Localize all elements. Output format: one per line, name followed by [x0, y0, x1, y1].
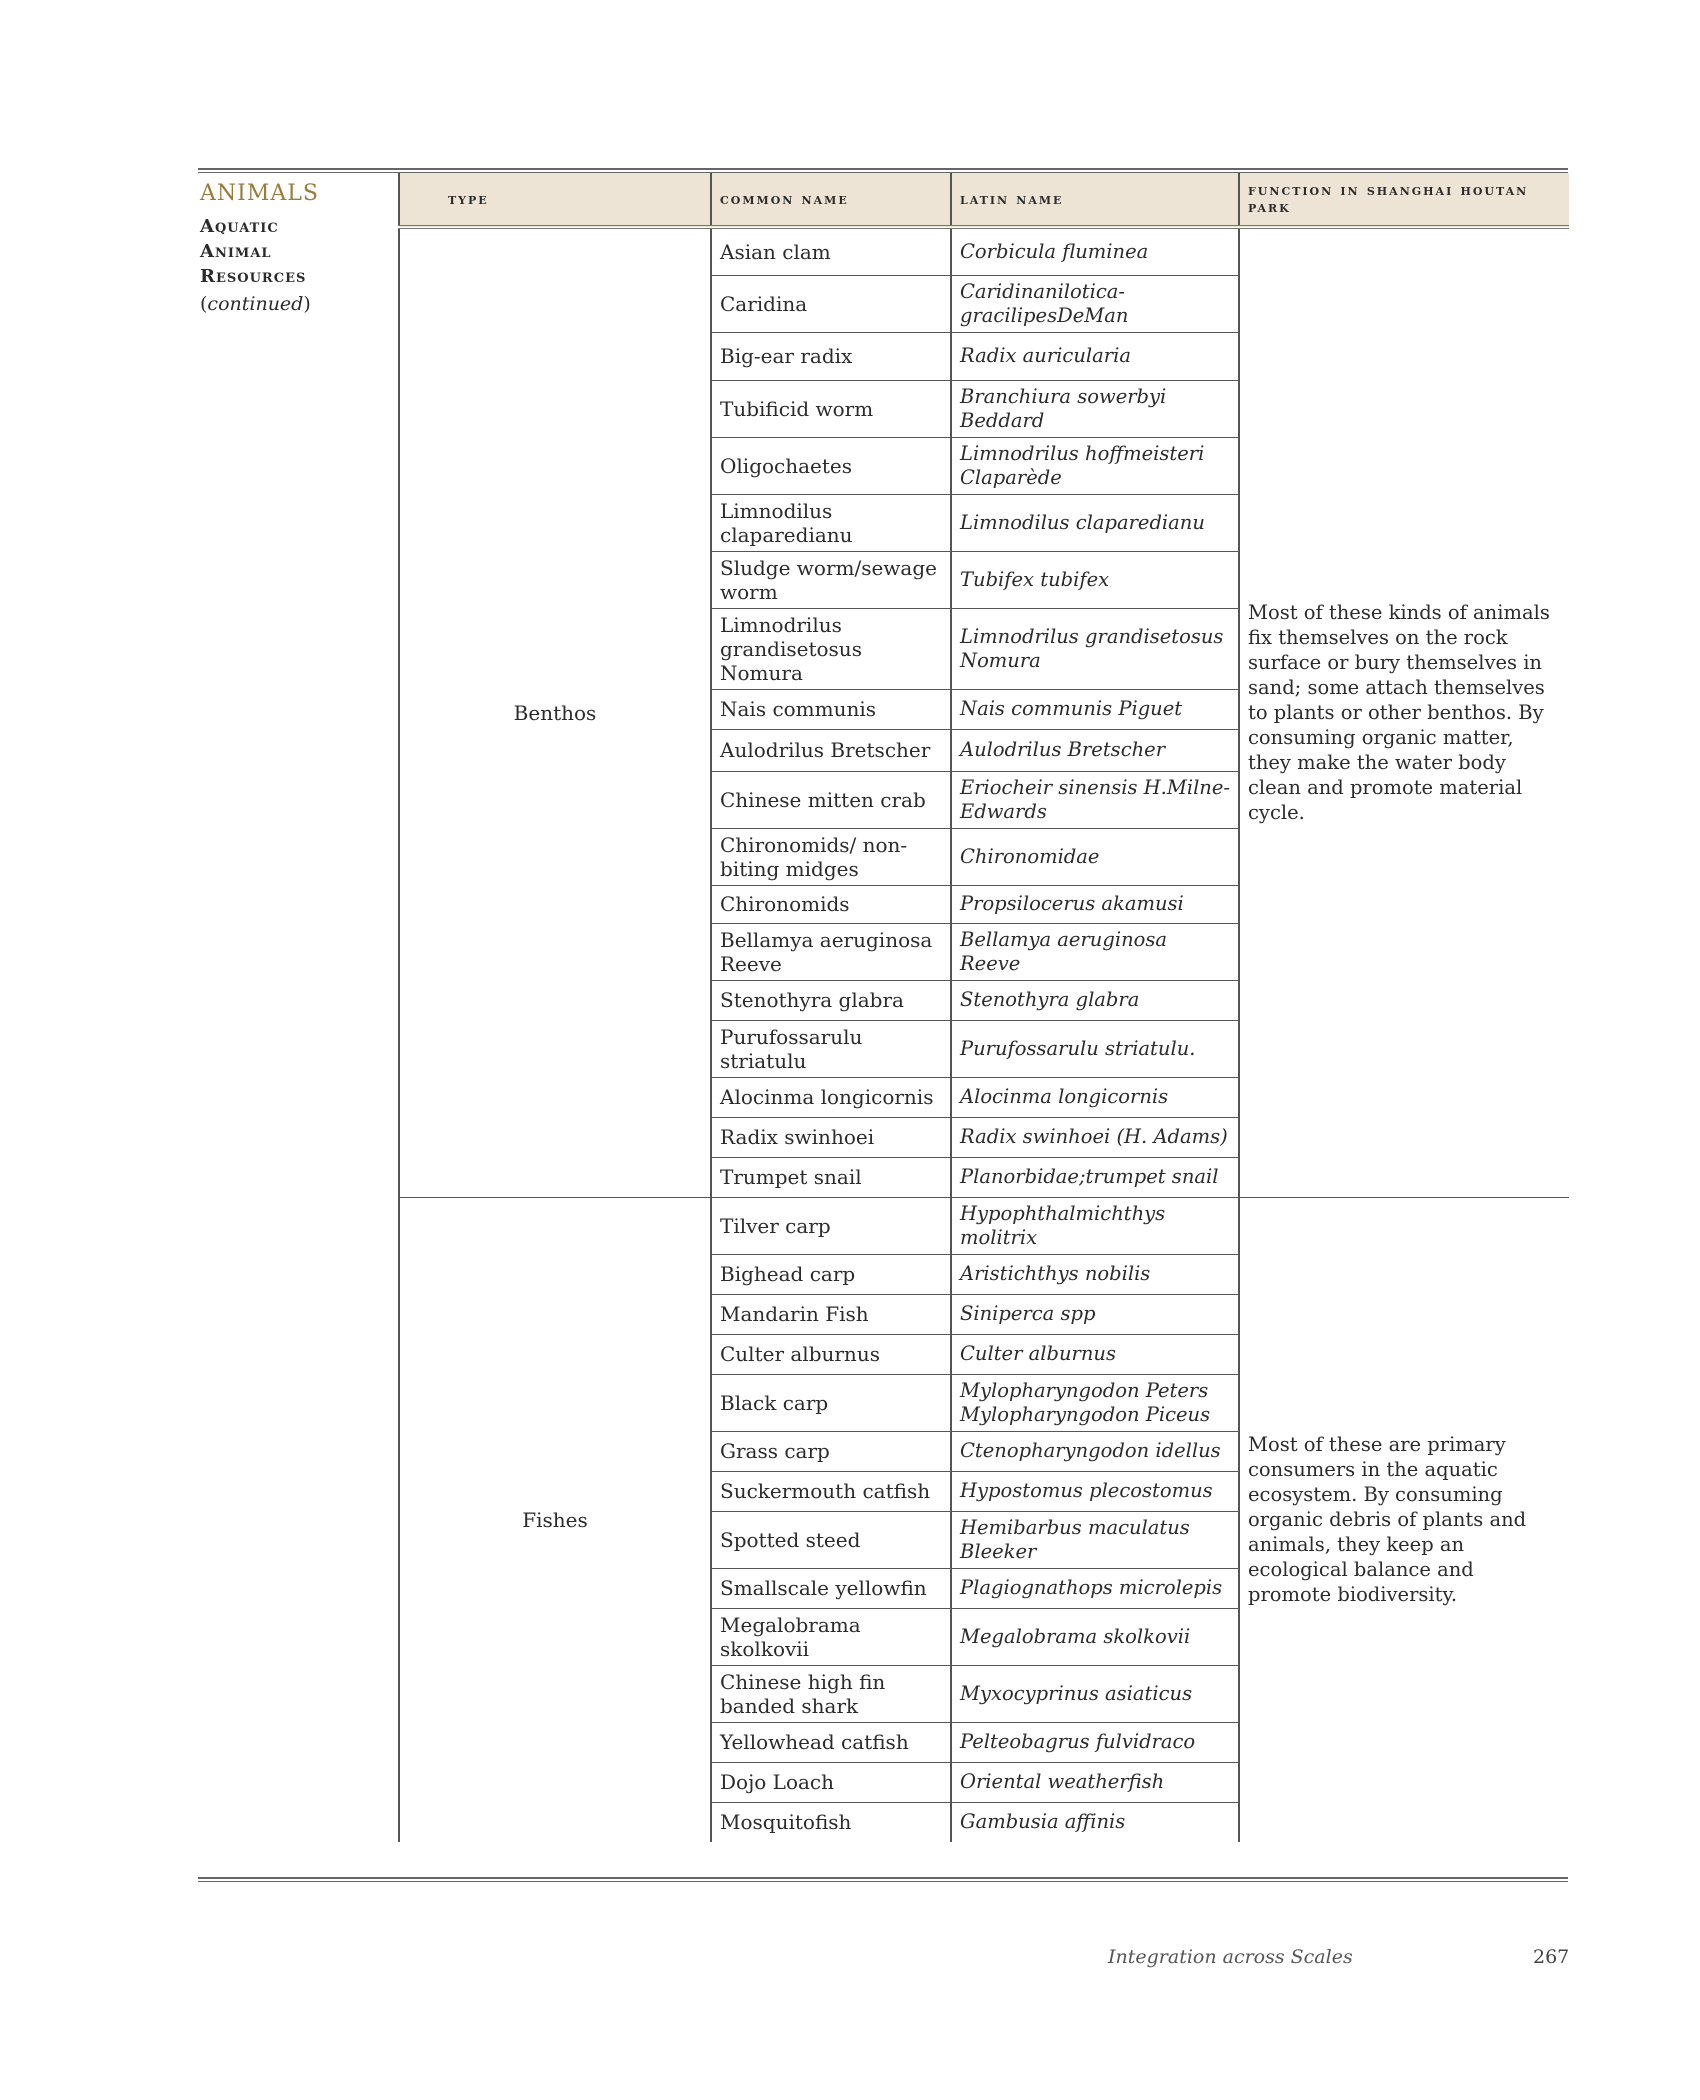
common-name-cell: Chironomids/ non-biting midges	[711, 828, 951, 885]
subtitle-line: Aquatic	[200, 216, 279, 237]
latin-name-cell: Radix auricularia	[951, 332, 1239, 380]
latin-name-cell: Alocinma longicornis	[951, 1077, 1239, 1117]
latin-name-cell: Purufossarulu striatulu.	[951, 1020, 1239, 1077]
common-name-cell: Nais communis	[711, 689, 951, 729]
latin-name-cell: Siniperca spp	[951, 1294, 1239, 1334]
latin-name-cell: Branchiura sowerbyi Beddard	[951, 380, 1239, 437]
latin-name-cell: Propsilocerus akamusi	[951, 885, 1239, 923]
latin-name-cell: Gambusia affinis	[951, 1802, 1239, 1842]
latin-name-cell: Corbicula fluminea	[951, 227, 1239, 275]
latin-name-cell: Mylopharyngodon Peters Mylopharyngodon Piceus	[951, 1374, 1239, 1431]
latin-name-cell: Radix swinhoei (H. Adams)	[951, 1117, 1239, 1157]
common-name-cell: Mandarin Fish	[711, 1294, 951, 1334]
latin-name-cell: Limnodilus claparedianu	[951, 494, 1239, 551]
common-name-cell: Caridina	[711, 275, 951, 332]
common-name-cell: Yellowhead catfish	[711, 1722, 951, 1762]
latin-name-cell: Bellamya aeruginosa Reeve	[951, 923, 1239, 980]
function-cell: Most of these are primary consumers in the aquatic ecosystem. By consuming organic debris of plants and animals, they keep an ecological balance and promote biodiversity.	[1239, 1197, 1569, 1842]
latin-name-cell: Caridinanilotica-gracilipesDeMan	[951, 275, 1239, 332]
common-name-cell: Bellamya aeruginosa Reeve	[711, 923, 951, 980]
header-latin-name: latin name	[951, 173, 1239, 227]
common-name-cell: Spotted steed	[711, 1511, 951, 1568]
common-name-cell: Sludge worm/sewage worm	[711, 551, 951, 608]
common-name-cell: Mosquitofish	[711, 1802, 951, 1842]
header-common-name: common name	[711, 173, 951, 227]
type-cell: Fishes	[399, 1197, 711, 1842]
latin-name-cell: Myxocyprinus asiaticus	[951, 1665, 1239, 1722]
latin-name-cell: Hemibarbus maculatus Bleeker	[951, 1511, 1239, 1568]
common-name-cell: Smallscale yellowfin	[711, 1568, 951, 1608]
latin-name-cell: Ctenopharyngodon idellus	[951, 1431, 1239, 1471]
common-name-cell: Tilver carp	[711, 1197, 951, 1254]
latin-name-cell: Limnodrilus grandisetosus Nomura	[951, 608, 1239, 689]
common-name-cell: Aulodrilus Bretscher	[711, 729, 951, 771]
latin-name-cell: Hypophthalmichthys molitrix	[951, 1197, 1239, 1254]
latin-name-cell: Nais communis Piguet	[951, 689, 1239, 729]
latin-name-cell: Pelteobagrus fulvidraco	[951, 1722, 1239, 1762]
table-row	[399, 227, 1569, 275]
table-bottom-rule	[198, 1877, 1568, 1882]
common-name-cell: Dojo Loach	[711, 1762, 951, 1802]
section-heading	[200, 180, 390, 317]
common-name-cell: Grass carp	[711, 1431, 951, 1471]
type-cell: Benthos	[399, 227, 711, 1197]
table-body	[399, 227, 1569, 1842]
common-name-cell: Stenothyra glabra	[711, 980, 951, 1020]
continued-note: (continued)	[200, 293, 311, 315]
animals-table	[398, 173, 1569, 1842]
latin-name-cell: Stenothyra glabra	[951, 980, 1239, 1020]
common-name-cell: Megalobrama skolkovii	[711, 1608, 951, 1665]
common-name-cell: Radix swinhoei	[711, 1117, 951, 1157]
latin-name-cell: Limnodrilus hoffmeisteri Claparède	[951, 437, 1239, 494]
latin-name-cell: Oriental weatherfish	[951, 1762, 1239, 1802]
function-cell: Most of these kinds of animals fix themselves on the rock surface or bury themselves in sand; some attach themselves to plants or other benthos. By consuming organic matter, they make the water body clean and promote material cycle.	[1239, 227, 1569, 1197]
common-name-cell: Big-ear radix	[711, 332, 951, 380]
common-name-cell: Alocinma longicornis	[711, 1077, 951, 1117]
common-name-cell: Bighead carp	[711, 1254, 951, 1294]
section-subtitle	[200, 214, 390, 289]
common-name-cell: Trumpet snail	[711, 1157, 951, 1197]
common-name-cell: Limnodrilus grandisetosus Nomura	[711, 608, 951, 689]
common-name-cell: Purufossarulu striatulu	[711, 1020, 951, 1077]
latin-name-cell: Megalobrama skolkovii	[951, 1608, 1239, 1665]
latin-name-cell: Planorbidae;trumpet snail	[951, 1157, 1239, 1197]
continued-text: continued	[207, 293, 304, 315]
latin-name-cell: Plagiognathops microlepis	[951, 1568, 1239, 1608]
table-row	[399, 1197, 1569, 1254]
latin-name-cell: Chironomidae	[951, 828, 1239, 885]
header-function: function in shanghai houtan park	[1239, 173, 1569, 227]
common-name-cell: Chironomids	[711, 885, 951, 923]
running-footer-title: Integration across Scales	[1108, 1946, 1353, 1968]
common-name-cell: Chinese mitten crab	[711, 771, 951, 828]
common-name-cell: Asian clam	[711, 227, 951, 275]
latin-name-cell: Aulodrilus Bretscher	[951, 729, 1239, 771]
latin-name-cell: Aristichthys nobilis	[951, 1254, 1239, 1294]
common-name-cell: Black carp	[711, 1374, 951, 1431]
latin-name-cell: Tubifex tubifex	[951, 551, 1239, 608]
table-header-row	[399, 173, 1569, 227]
section-title: ANIMALS	[200, 181, 319, 206]
latin-name-cell: Hypostomus plecostomus	[951, 1471, 1239, 1511]
latin-name-cell: Eriocheir sinensis H.Milne-Edwards	[951, 771, 1239, 828]
header-type: type	[399, 173, 711, 227]
common-name-cell: Culter alburnus	[711, 1334, 951, 1374]
common-name-cell: Limnodilus claparedianu	[711, 494, 951, 551]
latin-name-cell: Culter alburnus	[951, 1334, 1239, 1374]
common-name-cell: Oligochaetes	[711, 437, 951, 494]
subtitle-line: Resources	[200, 266, 307, 287]
common-name-cell: Suckermouth catfish	[711, 1471, 951, 1511]
page-number: 267	[1533, 1946, 1570, 1968]
subtitle-line: Animal	[200, 241, 272, 262]
common-name-cell: Chinese high fin banded shark	[711, 1665, 951, 1722]
common-name-cell: Tubificid worm	[711, 380, 951, 437]
